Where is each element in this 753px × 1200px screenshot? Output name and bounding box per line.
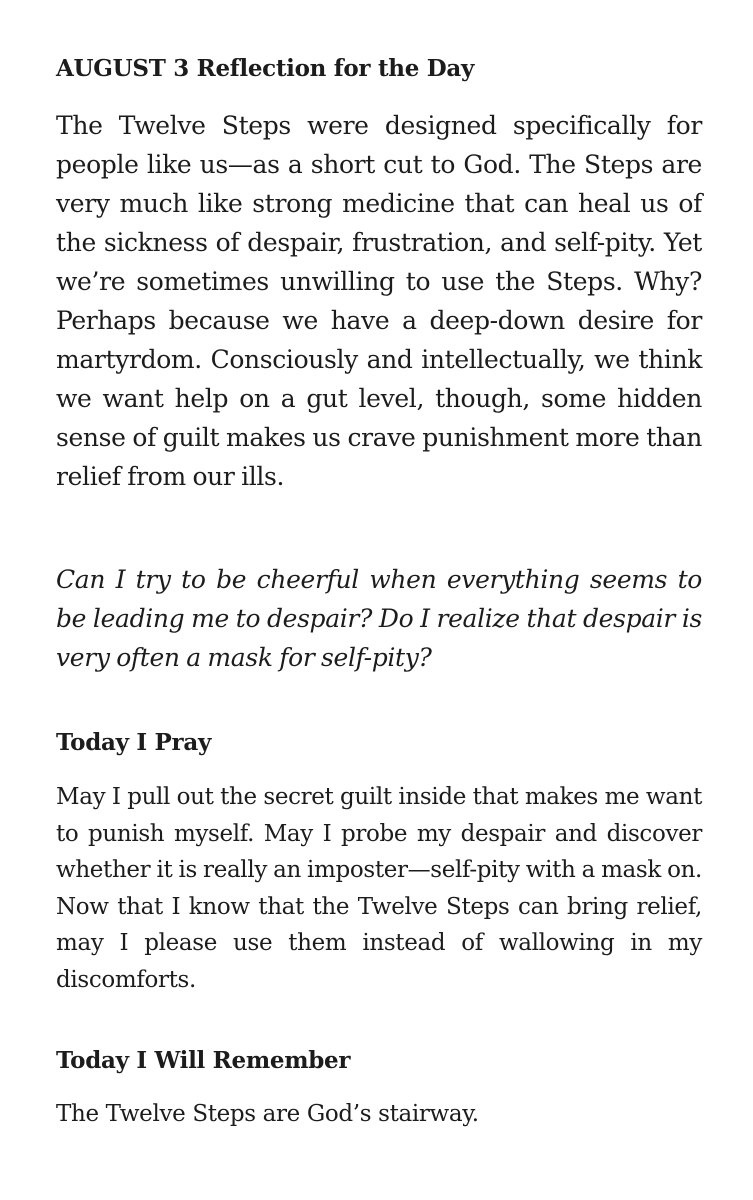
remember-body: The Twelve Steps are God’s stairway. <box>56 1101 479 1127</box>
prayer-body: May I pull out the secret guilt inside that makes me want to punish myself. May I probe my despair and discover whether it is really an imposter—self-pity with a mask on. Now that I know that the Twelve Steps can bring relief, may I please use them instead of wallowing in my discomforts. <box>56 784 702 993</box>
remember-heading: Today I Will Remember <box>56 1047 351 1074</box>
reflection-heading: AUGUST 3 Reflection for the Day <box>56 55 475 82</box>
reflection-body: The Twelve Steps were designed specifically for people like us—as a short cut to God. The Steps are very much like strong medicine that can heal us of the sickness of despair, frustration, and self-pity. Yet we’re sometimes unwilling to use the Steps. Why? Perhaps because we have a deep-down desire for martyrdom. Consciously and intellectually, we think we want help on a gut level, though, some hidden sense of guilt makes us crave punishment more than relief from our ills. <box>56 111 702 491</box>
reflection-question: Can I try to be cheerful when everything seems to be leading me to despair? Do I realize that despair is very often a mask for self-pity? <box>56 565 702 672</box>
prayer-heading: Today I Pray <box>56 729 212 756</box>
